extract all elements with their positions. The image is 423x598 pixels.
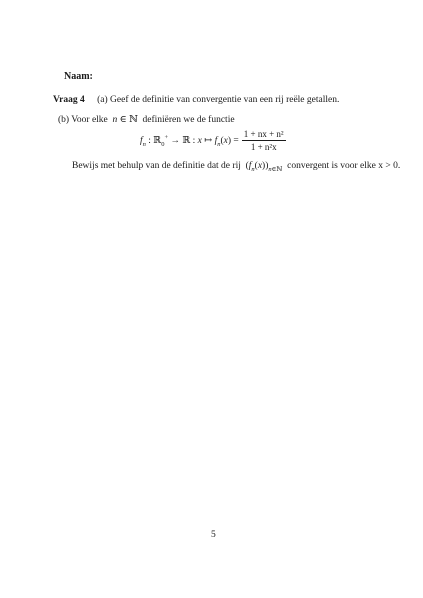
question-label: Vraag 4	[53, 95, 85, 105]
part-b-suffix: definiëren we de functie	[142, 115, 235, 125]
formula-fraction	[242, 129, 286, 152]
proof-condition: x > 0.	[378, 161, 401, 171]
proof-middle: convergent is voor elke	[287, 161, 376, 171]
part-b-prefix: (b) Voor elke	[58, 115, 108, 125]
part-a-text: (a) Geef de definitie van convergentie van een rij reële getallen.	[97, 95, 340, 105]
formula-lhs: $f_n$ : ℝ$_0$+ → ℝ : x ↦ $f_n(x)$ =	[140, 133, 239, 148]
name-label: Naam:	[64, 71, 93, 82]
part-b-math: n ∈ ℕ	[112, 115, 141, 125]
proof-prefix: Bewijs met behulp van de definitie dat de rij	[72, 161, 241, 171]
proof-instruction	[72, 161, 400, 171]
formula-numerator: 1 + nx + n²	[243, 129, 284, 139]
question-4-part-a	[53, 95, 339, 105]
function-definition-formula	[140, 129, 286, 152]
proof-sequence-math: $(f_n(x))_{n\in ℕ}$	[243, 161, 283, 173]
page-number: 5	[211, 530, 216, 540]
question-4-part-b	[58, 114, 235, 125]
formula-denominator: 1 + n²x	[250, 142, 277, 152]
